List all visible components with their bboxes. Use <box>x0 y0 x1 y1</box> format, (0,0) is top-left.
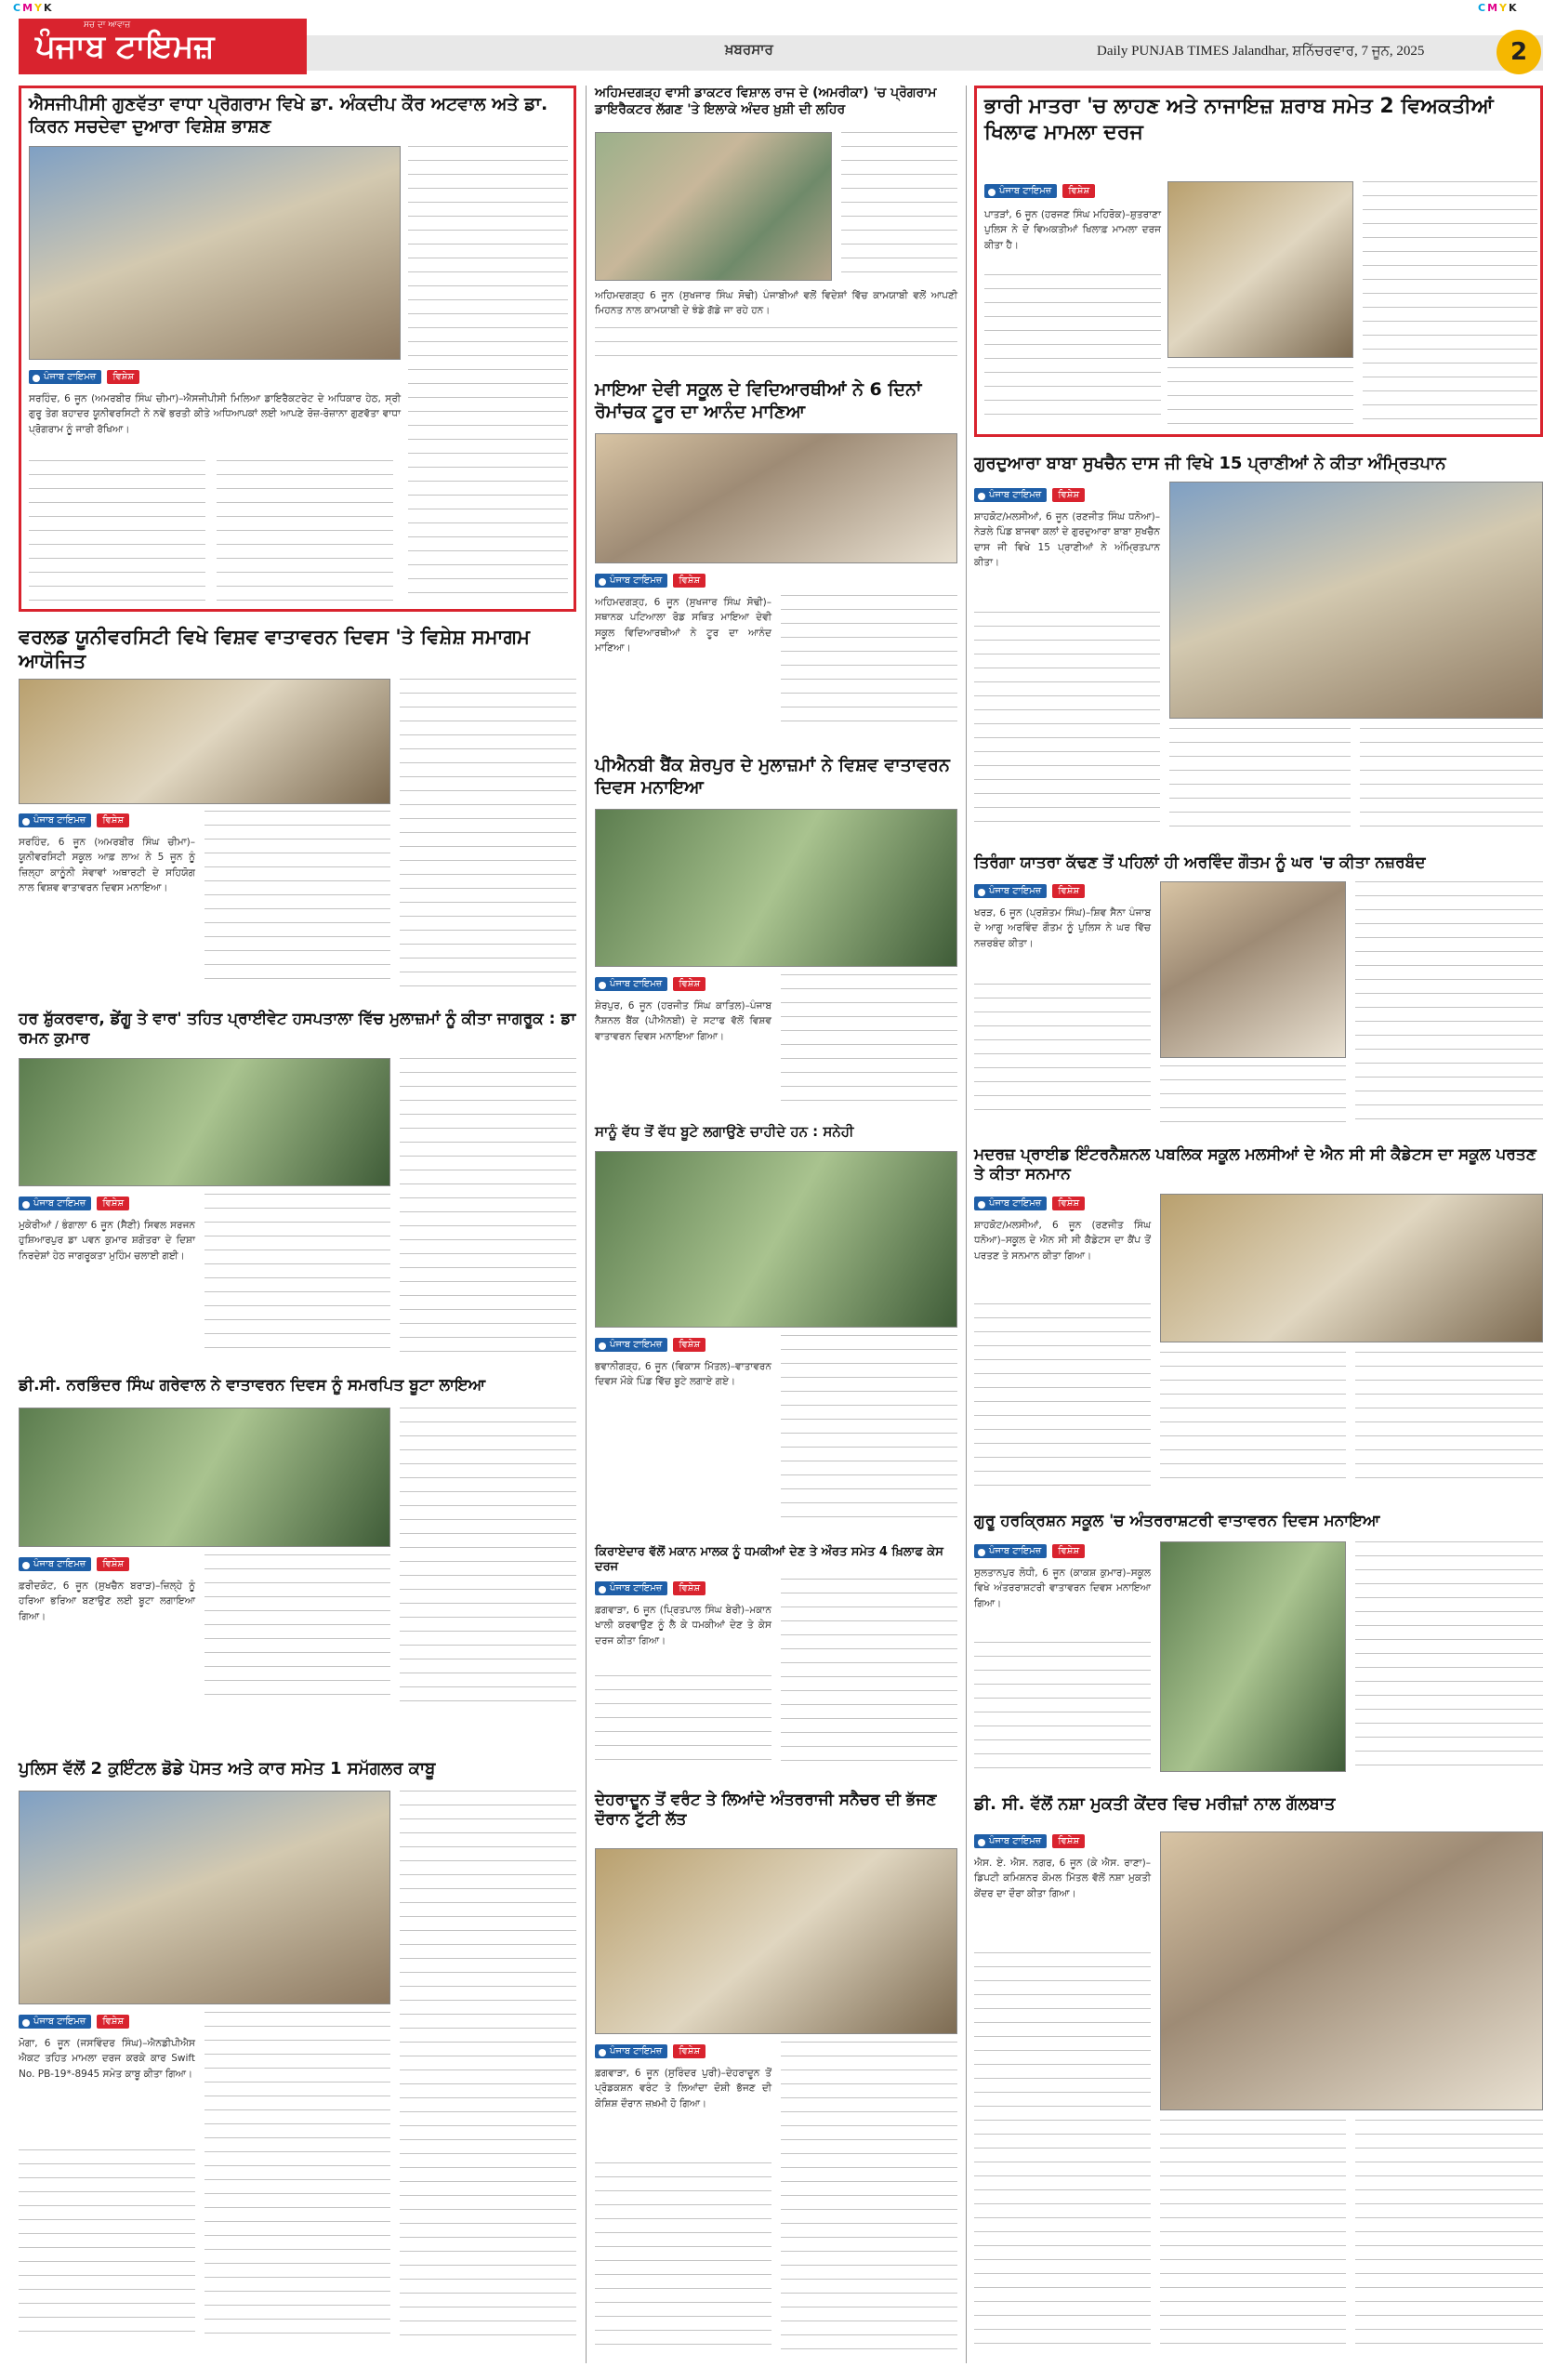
text-column <box>974 1642 1151 1772</box>
article-snatcher <box>595 1791 957 2363</box>
text-column <box>1160 2120 1346 2352</box>
byline-agency: ਪੰਜਾਬ ਟਾਇਮਜ਼ <box>595 574 667 588</box>
byline-tag: ਵਿਸ਼ੇਸ਼ <box>1052 1544 1085 1558</box>
dateline: Daily PUNJAB TIMES Jalandhar, ਸ਼ਨਿੱਚਰਵਾਰ, 7 ਜੂਨ, 2025 <box>1097 44 1425 59</box>
byline <box>595 571 705 589</box>
photo <box>1160 881 1346 1058</box>
text-column <box>1167 367 1353 428</box>
text-column <box>1169 728 1351 835</box>
byline <box>595 974 705 993</box>
text-column <box>400 1408 576 1703</box>
cmyk-marks-left: CMYK <box>13 2 54 14</box>
photo <box>29 146 401 360</box>
byline-agency: ਪੰਜਾਬ ਟਾਇਮਜ਼ <box>595 2044 667 2058</box>
text-column <box>984 274 1161 428</box>
photo <box>595 809 957 967</box>
headline: ਐਸਜੀਪੀਸੀ ਗੁਣਵੱਤਾ ਵਾਧਾ ਪ੍ਰੋਗਰਾਮ ਵਿਖੇ ਡਾ. ਅੰਕਦੀਪ ਕੌਰ ਅਟਵਾਲ ਅਤੇ ਡਾ. ਕਿਰਨ ਸਚਦੇਵਾ ਦੁਆਰਾ ਵਿਸ਼ੇਸ਼ ਭਾਸ਼ਣ <box>29 94 548 137</box>
headline: ਗੁਰਦੁਆਰਾ ਬਾਬਾ ਸੁਖਚੈਨ ਦਾਸ ਜੀ ਵਿਖੇ 15 ਪ੍ਰਾਣੀਆਂ ਨੇ ਕੀਤਾ ਅੰਮ੍ਰਿਤਪਾਨ <box>974 454 1446 473</box>
text-column <box>974 1952 1151 2352</box>
headline: ਅਹਿਮਦਗੜ੍ਹ ਵਾਸੀ ਡਾਕਟਰ ਵਿਸ਼ਾਲ ਰਾਜ ਦੇ (ਅਮਰੀਕਾ) 'ਚ ਪ੍ਰੋਗਰਾਮ ਡਾਇਰੈਕਟਰ ਲੱਗਣ 'ਤੇ ਇਲਾਕੇ ਅੰਦਰ ਖ਼ੁਸ਼ੀ ਦੀ ਲਹਿਰ <box>595 86 937 117</box>
byline-agency: ਪੰਜਾਬ ਟਾਇਮਜ਼ <box>974 1834 1047 1848</box>
headline: ਕਿਰਾਏਦਾਰ ਵੱਲੋਂ ਮਕਾਨ ਮਾਲਕ ਨੂੰ ਧਮਕੀਆਂ ਦੇਣ ਤੇ ਔਰਤ ਸਮੇਤ 4 ਖ਼ਿਲਾਫ ਕੇਸ ਦਰਜ <box>595 1545 943 1575</box>
text-column <box>217 460 393 604</box>
text-column <box>29 460 205 604</box>
article-lead: ਅਹਿਮਦਗੜ੍ਹ, 6 ਜੂਨ (ਸੁਖਜਾਰ ਸਿੰਘ ਸੋਢੀ)–ਸਥਾਨਕ ਪਟਿਆਲਾ ਰੋਡ ਸਥਿਤ ਮਾਇਆ ਦੇਵੀ ਸਕੂਲ ਵਿਦਿਆਰਥੀਆਂ ਨੇ ਟੂਰ ਦਾ ਆਨੰਦ ਮਾਣਿਆ। <box>595 597 771 654</box>
headline: ਡੀ. ਸੀ. ਵੱਲੋਂ ਨਸ਼ਾ ਮੁਕਤੀ ਕੇਂਦਰ ਵਿਚ ਮਰੀਜ਼ਾਂ ਨਾਲ ਗੱਲਬਾਤ <box>974 1794 1336 1814</box>
column-divider <box>586 86 587 2363</box>
text-column <box>841 132 957 281</box>
article-lead: ਭਵਾਨੀਗੜ੍ਹ, 6 ਜੂਨ (ਵਿਕਾਸ ਮਿੱਤਲ)–ਵਾਤਾਵਰਨ ਦਿਵਸ ਮੌਕੇ ਪਿੰਡ ਵਿੱਚ ਬੂਟੇ ਲਗਾਏ ਗਏ। <box>595 1361 771 1388</box>
text-column <box>204 2012 390 2335</box>
article-ncc-cadets <box>974 1145 1543 1499</box>
article-lead: ਪਾਤੜਾਂ, 6 ਜੂਨ (ਹਰਜਣ ਸਿੰਘ ਮਹਿਰੋਕ)–ਸ਼ੁਤਰਾਣਾ ਪੁਲਿਸ ਨੇ ਦੋ ਵਿਅਕਤੀਆਂ ਖਿਲਾਫ਼ ਮਾਮਲਾ ਦਰਜ ਕੀਤਾ ਹੈ। <box>984 209 1161 251</box>
byline <box>974 485 1085 504</box>
photo <box>1160 1194 1543 1342</box>
text-column <box>204 1194 390 1354</box>
text-column <box>974 612 1160 835</box>
headline: ਹਰ ਸ਼ੁੱਕਰਵਾਰ, ਡੇਂਗੂ ਤੇ ਵਾਰ' ਤਹਿਤ ਪ੍ਰਾਈਵੇਟ ਹਸਪਤਾਲਾ ਵਿੱਚ ਮੁਲਾਜ਼ਮਾਂ ਨੂੰ ਕੀਤਾ ਜਾਗਰੂਕ : ਡਾ ਰਮਨ ਕੁਮਾਰ <box>19 1010 576 1049</box>
byline <box>19 1194 129 1212</box>
column-divider <box>966 86 967 2363</box>
byline-agency: ਪੰਜਾਬ ਟਾਇਮਜ਼ <box>595 1338 667 1352</box>
text-column <box>595 2162 771 2358</box>
byline-agency: ਪੰਜਾਬ ਟਾਇਮਜ਼ <box>974 884 1047 898</box>
byline <box>974 1194 1085 1212</box>
byline-agency: ਪੰਜਾਬ ਟਾਇਮਜ਼ <box>984 184 1057 198</box>
headline: ਗੁਰੂ ਹਰਕ੍ਰਿਸ਼ਨ ਸਕੂਲ 'ਚ ਅੰਤਰਰਾਸ਼ਟਰੀ ਵਾਤਾਵਰਨ ਦਿਵਸ ਮਨਾਇਆ <box>974 1512 1380 1530</box>
byline <box>19 2012 129 2030</box>
article-pnb-sherpur <box>595 755 957 1108</box>
article-lead: ਅਹਿਮਦਗੜ੍ਹ 6 ਜੂਨ (ਸੁਖਜਾਰ ਸਿੰਘ ਸੋਢੀ) ਪੰਜਾਬੀਆਂ ਵਲੋਂ ਵਿਦੇਸ਼ਾਂ ਵਿੱਚ ਕਾਮਯਾਬੀ ਵਲੋਂ ਆਪਣੀ ਮਿਹਨਤ ਨਾਲ ਕਾਮਯਾਬੀ ਦੇ ਝੰਡੇ ਗੱਡੇ ਜਾ ਰਹੇ ਹਨ। <box>595 290 957 317</box>
byline-agency: ਪੰਜਾਬ ਟਾਇਮਜ਼ <box>29 370 101 384</box>
headline: ਤਿਰੰਗਾ ਯਾਤਰਾ ਕੱਢਣ ਤੋਂ ਪਹਿਲਾਂ ਹੀ ਅਰਵਿੰਦ ਗੌਤਮ ਨੂੰ ਘਰ 'ਚ ਕੀਤਾ ਨਜ਼ਰਬੰਦ <box>974 853 1426 872</box>
byline-agency: ਪੰਜਾਬ ਟਾਇਮਜ਼ <box>974 488 1047 502</box>
byline <box>19 1554 129 1573</box>
byline <box>595 1335 705 1354</box>
headline: ਮਦਰਜ਼ ਪ੍ਰਾਈਡ ਇੰਟਰਨੈਸ਼ਨਲ ਪਬਲਿਕ ਸਕੂਲ ਮਲਸੀਆਂ ਦੇ ਐਨ ਸੀ ਸੀ ਕੈਡੇਟਸ ਦਾ ਸਕੂਲ ਪਰਤਣ ਤੇ ਕੀਤਾ ਸਨਮਾਨ <box>974 1145 1536 1184</box>
photo <box>1167 181 1353 358</box>
byline <box>19 811 129 829</box>
section-name: ਖ਼ਬਰਸਾਰ <box>725 41 773 58</box>
newspaper-logo <box>19 19 307 74</box>
logo-tagline: ਸਚ ਦਾ ਆਵਾਜ਼ <box>84 20 131 30</box>
article-dc-grewal <box>19 1376 576 1748</box>
byline <box>974 1831 1085 1850</box>
text-column <box>400 1058 576 1354</box>
byline-tag: ਵਿਸ਼ੇਸ਼ <box>1052 488 1085 502</box>
text-column <box>595 327 957 364</box>
page-number: 2 <box>1497 30 1541 74</box>
byline-tag: ਵਿਸ਼ੇਸ਼ <box>673 1581 705 1595</box>
article-lead: ਸੁਲਤਾਨਪੁਰ ਲੋਧੀ, 6 ਜੂਨ (ਕਾਕਸ਼ ਕੁਮਾਰ)–ਸਕੂਲ ਵਿਖੇ ਅੰਤਰਰਾਸ਼ਟਰੀ ਵਾਤਾਵਰਨ ਦਿਵਸ ਮਨਾਇਆ ਗਿਆ। <box>974 1567 1151 1609</box>
logo-text: ਪੰਜਾਬ ਟਾਇਮਜ਼ <box>35 28 215 65</box>
photo <box>595 1848 957 2034</box>
article-lead: ਸਰਹਿੰਦ, 6 ਜੂਨ (ਅਮਰਬੀਰ ਸਿੰਘ ਚੀਮਾ)–ਯੂਨੀਵਰਸਿਟੀ ਸਕੂਲ ਆਫ਼ ਲਾਅ ਨੇ 5 ਜੂਨ ਨੂੰ ਜ਼ਿਲ੍ਹਾ ਕਾਨੂੰਨੀ ਸੇਵਾਵਾਂ ਅਥਾਰਟੀ ਦੇ ਸਹਿਯੋਗ ਨਾਲ ਵਿਸ਼ਵ ਵਾਤਾਵਰਨ ਦਿਵਸ ਮਨਾਇਆ। <box>19 837 195 893</box>
photo <box>595 132 832 281</box>
byline <box>595 2042 705 2060</box>
photo <box>1160 1831 1543 2110</box>
byline-agency: ਪੰਜਾਬ ਟਾਇਮਜ਼ <box>974 1544 1047 1558</box>
byline-tag: ਵਿਸ਼ੇਸ਼ <box>1052 1197 1085 1210</box>
article-world-university <box>19 625 576 997</box>
text-column <box>1355 1541 1543 1772</box>
byline-tag: ਵਿਸ਼ੇਸ਼ <box>1052 1834 1085 1848</box>
article-guru-harkrishan-school <box>974 1512 1543 1781</box>
article-lead: ਸਰਹਿੰਦ, 6 ਜੂਨ (ਅਮਰਬੀਰ ਸਿੰਘ ਚੀਮਾ)–ਐਸਜੀਪੀਸੀ ਮਿਲਿਆ ਡਾਇਰੈਕਟਰੇਟ ਦੇ ਅਧਿਕਾਰ ਹੇਠ, ਸ੍ਰੀ ਗੁਰੂ ਤੇਗ ਬਹਾਦਰ ਯੂਨੀਵਰਸਿਟੀ ਨੇ ਨਵੇਂ ਭਰਤੀ ਕੀਤੇ ਅਧਿਆਪਕਾਂ ਲਈ ਆਪਣੇ ਰੋਜ਼-ਰੋਜ਼ਾਨਾ ਗੁਣਵੱਤਾ ਵਾਧਾ ਪ੍ਰੋਗਰਾਮ ਨੂੰ ਜਾਰੀ ਰੱਖਿਆ। <box>29 393 401 435</box>
byline-tag: ਵਿਸ਼ੇਸ਼ <box>97 1557 129 1571</box>
photo <box>595 433 957 563</box>
text-column <box>1360 728 1543 835</box>
byline-tag: ਵਿਸ਼ੇਸ਼ <box>673 1338 705 1352</box>
article-amritpan <box>974 454 1543 844</box>
text-column <box>781 1579 957 1768</box>
article-lead: ਮੋਗਾ, 6 ਜੂਨ (ਜਸਵਿੰਦਰ ਸਿੰਘ)–ਐਨਡੀਪੀਐਸ ਐਕਟ ਤਹਿਤ ਮਾਮਲਾ ਦਰਜ ਕਰਕੇ ਕਾਰ Swift No. PB-19*-8945 ਸਮੇਤ ਕਾਬੂ ਕੀਤਾ ਗਿਆ। <box>19 2038 195 2080</box>
text-column <box>974 984 1151 1123</box>
text-column <box>19 2149 195 2335</box>
text-column <box>1355 881 1543 1123</box>
headline: ਭਾਰੀ ਮਾਤਰਾ 'ਚ ਲਾਹਣ ਅਤੇ ਨਾਜਾਇਜ਼ ਸ਼ਰਾਬ ਸਮੇਤ 2 ਵਿਅਕਤੀਆਂ ਖਿਲਾਫ ਮਾਮਲਾ ਦਰਜ <box>984 95 1494 144</box>
text-column <box>204 811 390 987</box>
headline: ਵਰਲਡ ਯੂਨੀਵਰਸਿਟੀ ਵਿਖੇ ਵਿਸ਼ਵ ਵਾਤਾਵਰਨ ਦਿਵਸ 'ਤੇ ਵਿਸ਼ੇਸ਼ ਸਮਾਗਮ ਆਯੋਜਿਤ <box>19 626 530 673</box>
headline: ਸਾਨੂੰ ਵੱਧ ਤੋਂ ਵੱਧ ਬੂਟੇ ਲਗਾਉਣੇ ਚਾਹੀਦੇ ਹਨ : ਸਨੇਹੀ <box>595 1123 854 1140</box>
text-column <box>1355 1352 1543 1489</box>
article-lead: ਫ਼ਰੀਦਕੋਟ, 6 ਜੂਨ (ਸੁਖਚੈਨ ਬਰਾੜ)–ਜ਼ਿਲ੍ਹੇ ਨੂੰ ਹਰਿਆ ਭਰਿਆ ਬਣਾਉਣ ਲਈ ਬੂਟਾ ਲਗਾਇਆ ਗਿਆ। <box>19 1580 195 1622</box>
text-column <box>781 2042 957 2358</box>
text-column <box>781 1335 957 1521</box>
byline <box>974 1541 1085 1560</box>
text-column <box>204 1554 390 1703</box>
photo <box>1160 1541 1346 1772</box>
text-column <box>1355 2120 1543 2352</box>
byline-tag: ਵਿਸ਼ੇਸ਼ <box>97 2015 129 2029</box>
text-column <box>974 1303 1151 1489</box>
text-column <box>400 1791 576 2335</box>
byline-tag: ਵਿਸ਼ੇਸ਼ <box>1052 884 1085 898</box>
byline-agency: ਪੰਜਾਬ ਟਾਇਮਜ਼ <box>19 2015 91 2029</box>
byline-agency: ਪੰਜਾਬ ਟਾਇਮਜ਼ <box>974 1197 1047 1210</box>
article-de-addiction-center <box>974 1794 1543 2363</box>
byline-agency: ਪੰਜਾਬ ਟਾਇਮਜ਼ <box>595 1581 667 1595</box>
photo <box>19 1791 390 2004</box>
byline-tag: ਵਿਸ਼ੇਸ਼ <box>673 2044 705 2058</box>
article-lead: ਖਰੜ, 6 ਜੂਨ (ਪ੍ਰਸ਼ੋਤਮ ਸਿੰਘ)–ਸ਼ਿਵ ਸੈਨਾ ਪੰਜਾਬ ਦੇ ਆਗੂ ਅਰਵਿੰਦ ਗੌਤਮ ਨੂੰ ਪੁਲਿਸ ਨੇ ਘਰ ਵਿੱਚ ਨਜ਼ਰਬੰਦ ਕੀਤਾ। <box>974 907 1151 949</box>
article-poppy-husk-seizure <box>19 1759 576 2363</box>
byline-agency: ਪੰਜਾਬ ਟਾਇਮਜ਼ <box>595 977 667 991</box>
photo <box>1169 482 1543 719</box>
article-sgpc <box>19 86 576 612</box>
text-column <box>595 1675 771 1768</box>
article-lead: ਸ਼ਾਹਕੋਟ/ਮਲਸੀਆਂ, 6 ਜੂਨ (ਰਣਜੀਤ ਸਿੰਘ ਧਨੋਆ)–ਸਕੂਲ ਦੇ ਐਨ ਸੀ ਸੀ ਕੈਡੇਟਸ ਦਾ ਕੈਂਪ ਤੋਂ ਪਰਤਣ ਤੇ ਸਨਮਾਨ ਕੀਤਾ ਗਿਆ। <box>974 1220 1151 1262</box>
article-illicit-liquor <box>974 86 1543 437</box>
article-lead: ਫ਼ਗਵਾੜਾ, 6 ਜੂਨ (ਸੁਰਿੰਦਰ ਪੁਰੀ)–ਦੇਹਰਾਦੂਨ ਤੋਂ ਪ੍ਰੋਡਕਸ਼ਨ ਵਰੰਟ ਤੇ ਲਿਆਂਦਾ ਦੋਸ਼ੀ ਭੱਜਣ ਦੀ ਕੋਸ਼ਿਸ਼ ਦੌਰਾਨ ਜ਼ਖ਼ਮੀ ਹੋ ਗਿਆ। <box>595 2068 771 2109</box>
byline-agency: ਪੰਜਾਬ ਟਾਇਮਜ਼ <box>19 1197 91 1210</box>
headline: ਦੇਹਰਾਦੂਨ ਤੋਂ ਵਰੰਟ ਤੇ ਲਿਆਂਦੇ ਅੰਤਰਰਾਜੀ ਸਨੈਚਰ ਦੀ ਭੱਜਣ ਦੌਰਾਨ ਟੁੱਟੀ ਲੱਤ <box>595 1791 937 1830</box>
article-plant-trees <box>595 1123 957 1532</box>
byline <box>974 881 1085 900</box>
article-lead: ਸ਼ਾਹਕੋਟ/ਮਲਸੀਆਂ, 6 ਜੂਨ (ਰਣਜੀਤ ਸਿੰਘ ਧਨੋਆ)–ਨੇੜਲੇ ਪਿੰਡ ਬਾਜਵਾ ਕਲਾਂ ਦੇ ਗੁਰਦੁਆਰਾ ਬਾਬਾ ਸੁਖਚੈਨ ਦਾਸ ਜੀ ਵਿਖੇ 15 ਪ੍ਰਾਣੀਆਂ ਨੇ ਅੰਮ੍ਰਿਤਪਾਨ ਕੀਤਾ। <box>974 511 1160 568</box>
byline <box>984 181 1095 200</box>
photo <box>19 679 390 804</box>
byline-agency: ਪੰਜਾਬ ਟਾਇਮਜ਼ <box>19 813 91 827</box>
article-arvind-gautam <box>974 853 1543 1132</box>
byline-tag: ਵਿਸ਼ੇਸ਼ <box>97 813 129 827</box>
text-column <box>400 679 576 987</box>
article-lead: ਫ਼ਗਵਾੜਾ, 6 ਜੂਨ (ਪ੍ਰਿਤਪਾਲ ਸਿੰਘ ਬੇਰੀ)–ਮਕਾਨ ਖਾਲੀ ਕਰਵਾਉਣ ਨੂੰ ਲੈ ਕੇ ਧਮਕੀਆਂ ਦੇਣ ਤੇ ਕੇਸ ਦਰਜ ਕੀਤਾ ਗਿਆ। <box>595 1605 771 1646</box>
byline-tag: ਵਿਸ਼ੇਸ਼ <box>673 574 705 588</box>
headline: ਡੀ.ਸੀ. ਨਰਭਿੰਦਰ ਸਿੰਘ ਗਰੇਵਾਲ ਨੇ ਵਾਤਾਵਰਨ ਦਿਵਸ ਨੂੰ ਸਮਰਪਿਤ ਬੂਟਾ ਲਾਇਆ <box>19 1376 486 1395</box>
headline: ਮਾਇਆ ਦੇਵੀ ਸਕੂਲ ਦੇ ਵਿਦਿਆਰਥੀਆਂ ਨੇ 6 ਦਿਨਾਂ ਰੋਮਾਂਚਕ ਟੂਰ ਦਾ ਆਨੰਦ ਮਾਣਿਆ <box>595 379 922 422</box>
text-column <box>1160 1352 1346 1489</box>
headline: ਪੀਐਨਬੀ ਬੈਂਕ ਸ਼ੇਰਪੁਰ ਦੇ ਮੁਲਾਜ਼ਮਾਂ ਨੇ ਵਿਸ਼ਵ ਵਾਤਾਵਰਨ ਦਿਵਸ ਮਨਾਇਆ <box>595 755 950 798</box>
photo <box>595 1151 957 1328</box>
article-vishal-raj <box>595 86 957 364</box>
text-column <box>408 146 568 604</box>
article-lead: ਐਸ. ਏ. ਐਸ. ਨਗਰ, 6 ਜੂਨ (ਕੇ ਐਸ. ਰਾਣਾ)–ਡਿਪਟੀ ਕਮਿਸ਼ਨਰ ਕੋਮਲ ਮਿੱਤਲ ਵੱਲੋਂ ਨਸ਼ਾ ਮੁਕਤੀ ਕੇਂਦਰ ਦਾ ਦੌਰਾ ਕੀਤਾ ਗਿਆ। <box>974 1858 1151 1899</box>
article-lead: ਮੁਕੇਰੀਆਂ / ਭੰਗਾਲਾ 6 ਜੂਨ (ਸੈਣੀ) ਸਿਵਲ ਸਰਜਨ ਹੁਸ਼ਿਆਰਪੁਰ ਡਾ ਪਵਨ ਕੁਮਾਰ ਸ਼ਗੋਤਰਾ ਦੇ ਦਿਸ਼ਾ ਨਿਰਦੇਸ਼ਾਂ ਹੇਠ ਜਾਗਰੂਕਤਾ ਮੁਹਿੰਮ ਚਲਾਈ ਗਈ। <box>19 1220 195 1262</box>
byline-tag: ਵਿਸ਼ੇਸ਼ <box>673 977 705 991</box>
article-maya-devi-school <box>595 379 957 742</box>
article-lead: ਸ਼ੇਰਪੁਰ, 6 ਜੂਨ (ਹਰਜੀਤ ਸਿੰਘ ਕਾਤਿਲ)–ਪੰਜਾਬ ਨੈਸ਼ਨਲ ਬੈਂਕ (ਪੀਐਨਬੀ) ਦੇ ਸਟਾਫ ਵੱਲੋਂ ਵਿਸ਼ਵ ਵਾਤਾਵਰਨ ਦਿਵਸ ਮਨਾਇਆ ਗਿਆ। <box>595 1000 771 1042</box>
text-column <box>1363 181 1537 428</box>
text-column <box>781 974 957 1101</box>
photo <box>19 1058 390 1186</box>
byline-tag: ਵਿਸ਼ੇਸ਼ <box>107 370 139 384</box>
photo <box>19 1408 390 1547</box>
cmyk-marks-right: CMYK <box>1478 2 1519 14</box>
byline <box>595 1579 705 1597</box>
text-column <box>1160 1065 1346 1123</box>
text-column <box>781 595 957 734</box>
byline-tag: ਵਿਸ਼ੇਸ਼ <box>1062 184 1095 198</box>
article-tenant-case <box>595 1545 957 1778</box>
byline <box>29 367 139 386</box>
byline-agency: ਪੰਜਾਬ ਟਾਇਮਜ਼ <box>19 1557 91 1571</box>
article-dengue-awareness <box>19 1010 576 1363</box>
byline-tag: ਵਿਸ਼ੇਸ਼ <box>97 1197 129 1210</box>
headline: ਪੁਲਿਸ ਵੱਲੋਂ 2 ਕੁਇੰਟਲ ਡੋਡੇ ਪੋਸਤ ਅਤੇ ਕਾਰ ਸਮੇਤ 1 ਸਮੱਗਲਰ ਕਾਬੂ <box>19 1759 436 1778</box>
